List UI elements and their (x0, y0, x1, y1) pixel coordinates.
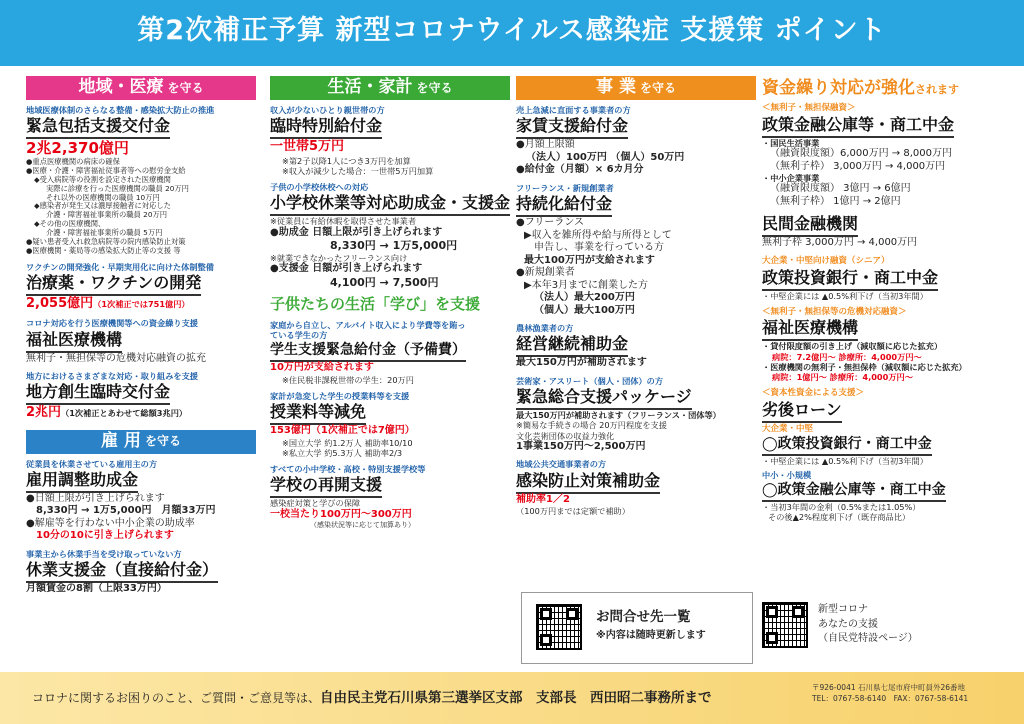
section-subtitle: コロナ対応を行う医療機関等への資金繰り支援 (26, 318, 198, 329)
section-text: （無利子枠） 1億円 → 2億円 (770, 195, 901, 207)
contact-note: ※内容は随時更新します (596, 630, 706, 641)
band-business (516, 76, 756, 100)
green-section-title: 子供たちの生活「学び」を支援 (270, 295, 481, 314)
title-suffix: されます (915, 83, 959, 96)
section-title: 休業支援金（直接給付金） (26, 560, 218, 583)
section-text: ・貸付限度額の引き上げ（減収額に応じた拡充） (762, 341, 943, 352)
section-title: ◯政策投資銀行・商工中金 (762, 436, 932, 457)
section-title: 政策投資銀行・商工中金 (762, 268, 938, 291)
section-text: 補助率1／2 (516, 493, 570, 505)
address-line: 〒926-0041 石川県七尾市府中町員外26番地 (812, 683, 966, 692)
section-text: ・当初3年間の金利（0.5%または1.05%） (762, 502, 921, 513)
footer-message (32, 690, 712, 707)
band-label: 生活・家計 (327, 77, 413, 98)
band-suffix: を守る (639, 80, 676, 95)
section-text: ※国立大学 約1.2万人 補助率10/10 (282, 437, 413, 448)
section-text: ●支援金 日額が引き上げられます (270, 263, 423, 274)
section-title: 経営継続補助金 (516, 334, 628, 357)
section-text: 最大100万円が支給されます (524, 254, 655, 266)
section-text: ●解雇等を行わない中小企業の助成率 (26, 517, 195, 529)
section-text: 無利子枠 3,000万円 → 4,000万円 (762, 237, 918, 249)
band-employment (26, 430, 256, 454)
section-text: ※収入が減少した場合：一世帯5万円加算 (282, 165, 434, 176)
financing-title (762, 78, 1008, 99)
section-title: 政策金融公庫等・商工中金 (762, 115, 954, 138)
qr-caption (818, 603, 918, 647)
qr-code[interactable] (536, 604, 582, 650)
section-amount: 10万円が支給されます (270, 362, 374, 373)
section-text: 1事業150万円〜2,500万円 (516, 440, 646, 452)
section-subtitle: 売上急減に直面する事業者の方 (516, 105, 631, 115)
section-text: 8,330円 → 1万5,000円 月額33万円 (36, 505, 216, 517)
section-subtitle: すべての小中学校・高校・特別支援学校等 (270, 464, 426, 474)
section-subtitle: ワクチンの開発強化・早期実用化に向けた体制整備 (26, 261, 214, 272)
footer-lead: コロナに関するお困りのこと、ご質問・ご意見等は、 (32, 691, 321, 705)
section-amount: 2,055億円 (26, 296, 94, 312)
section-text: ●新規創業者 (516, 267, 575, 278)
header-banner (0, 0, 1024, 66)
section-title: 学生支援緊急給付金（予備費） (270, 342, 466, 363)
contact-box (521, 592, 753, 664)
section-text: ※簡易な手続きの場合 20万円程度を支援 (516, 420, 667, 431)
list-item: ●医療・介護・障害福祉従事者等への慰労金支給 (26, 165, 186, 175)
section-amount: 2兆2,370億円 (26, 139, 129, 158)
band-suffix: を守る (416, 80, 453, 95)
section-subtitle: 芸術家・アスリート（個人・団体）の方 (516, 375, 664, 386)
column-business (516, 76, 756, 666)
section-title: 雇用調整助成金 (26, 470, 138, 493)
section-text: 10分の10に引き上げられます (36, 530, 174, 542)
section-text: 無利子・無担保等の危機対応融資の拡充 (26, 352, 206, 364)
phone-line: TEL：0767-58-6140 FAX：0767-58-6141 (812, 694, 969, 704)
section-title: ◯政策金融公庫等・商工中金 (762, 482, 946, 503)
section-text: ・中堅企業には ▲0.5%利下げ（当初3年間） (762, 456, 928, 467)
qr-code-ldp[interactable] (762, 602, 808, 648)
list-item: ●重点医療機関の病床の確保 (26, 157, 120, 166)
page-title: 第2次補正予算 新型コロナウイルス感染症 支援策 ポイント (137, 15, 887, 46)
section-title: 緊急総合支援パッケージ (516, 387, 692, 410)
section-text: その後▲2%程度利下げ（既存商品比） (768, 512, 911, 523)
section-text: （融資限度額） 3億円 → 6億円 (770, 183, 911, 195)
section-subtitle: ＜無利子・無担保等の危機対応融資＞ (762, 306, 907, 317)
section-amount: 一世帯5万円 (270, 139, 345, 155)
band-label: 地域・医療 (78, 77, 164, 98)
section-subtitle: 家庭から自立し、アルバイト収入により学費等を賄っている学生の方 (270, 320, 466, 341)
qr-caption-line: 新型コロナ (818, 604, 868, 615)
section-title: 治療薬・ワクチンの開発 (26, 273, 201, 296)
list-item: 介護・障害福祉事業所の職員 5万円 (46, 228, 163, 238)
section-text: ・医療機関の無利子・無担保枠（減収額に応じた拡充） (762, 361, 967, 372)
section-text: （法人）最大200万円 (534, 292, 635, 303)
section-title: 小学校休業等対応助成金・支援金 (270, 193, 510, 216)
section-title: 授業料等減免 (270, 402, 366, 425)
band-label: 事 業 (596, 77, 636, 98)
section-text: （無利子枠） 3,000万円 → 4,000万円 (770, 160, 946, 172)
section-subtitle: 大企業・中堅 (762, 424, 814, 434)
section-title: 緊急包括支援交付金 (26, 116, 170, 139)
section-text: ・中堅企業には ▲0.5%利下げ（当初3年間） (762, 290, 928, 301)
section-text: （融資限度額）6,000万円 → 8,000万円 (770, 148, 952, 160)
section-text: ※就業できなかったフリーランス向け (270, 252, 408, 263)
section-title: 感染防止対策補助金 (516, 471, 660, 494)
section-text: 病院：1億円〜 診療所：4,000万円〜 (772, 372, 913, 383)
section-title: 持続化給付金 (516, 194, 612, 217)
column-regional-medical (26, 76, 256, 666)
footer-office: 自由民主党石川県第三選挙区支部 支部長 西田昭二事務所まで (320, 690, 712, 706)
section-text: （法人）100万円 （個人）50万円 (526, 151, 685, 163)
column-financing (762, 76, 1008, 666)
section-subtitle: 大企業・中堅向け融資（シニア） (762, 255, 890, 266)
section-amount: 一校当たり100万円〜300万円 (270, 508, 412, 520)
footer-address (812, 682, 968, 705)
list-item: ●疑い患者受入れ救急病院等の院内感染防止対策 (26, 237, 186, 247)
section-title: 劣後ローン (762, 400, 842, 423)
qr-caption-line: （自民党特設ページ） (818, 633, 918, 644)
list-item: ◆その他の医療機関、 (34, 219, 106, 229)
band-suffix: を守る (167, 80, 204, 95)
section-subtitle: 中小・小規模 (762, 470, 812, 481)
section-text: 病院：7.2億円〜 診療所：4,000万円〜 (772, 351, 922, 362)
section-text: 感染症対策と学びの保障 (270, 498, 361, 509)
section-text: 4,100円 → 7,500円 (330, 275, 439, 289)
section-text: 文化芸術団体の収益力強化 (516, 430, 615, 441)
section-text: 月額賃金の8割（上限33万円） (26, 583, 167, 595)
section-subtitle: 農林漁業者の方 (516, 323, 574, 333)
section-text: （感染状況等に応じて加算あり） (310, 521, 415, 529)
section-subtitle: ＜資本性資金による支援＞ (762, 388, 865, 399)
band-suffix: を守る (144, 434, 181, 449)
section-title: 学校の再開支援 (270, 475, 382, 498)
footer-banner (0, 672, 1024, 724)
section-title: 家賃支援給付金 (516, 116, 628, 139)
section-subtitle: ＜無利子・無担保融資＞ (762, 103, 856, 114)
section-text: ・国民生活事業 (762, 137, 820, 148)
section-subtitle: 事業主から休業手当を受け取っていない方 (26, 548, 182, 559)
list-item: 実際に診療を行った医療機関の職員 20万円 (46, 183, 189, 193)
band-regional-medical (26, 76, 256, 100)
section-title: 臨時特別給付金 (270, 116, 382, 139)
section-text: ●日額上限が引き上げられます (26, 492, 165, 504)
section-subtitle: 従業員を休業させている雇用主の方 (26, 458, 158, 469)
section-subtitle: 子供の小学校休校への対応 (270, 182, 369, 192)
band-life-household (270, 76, 510, 100)
section-text: 最大150万円が補助されます (516, 357, 647, 369)
section-text: ※第2子以降1人につき3万円を加算 (282, 155, 411, 166)
section-amount: 153億円（1次補正では7億円） (270, 425, 415, 436)
band-label: 雇 用 (101, 430, 141, 451)
section-text: ※私立大学 約5.3万人 補助率2/3 (282, 447, 403, 458)
column-life-household (270, 76, 510, 666)
section-subtitle: フリーランス・新規創業者 (516, 182, 614, 193)
section-text: ●給付金（月額）× 6カ月分 (516, 164, 644, 176)
list-item: ●医療機関・薬局等の感染拡大防止等の支援 等 (26, 245, 181, 255)
section-text: ・中小企業事業 (762, 173, 820, 184)
section-text: ※従業員に有給休暇を取得させた事業者 (270, 216, 417, 227)
section-text: 最大150万円が補助されます（フリーランス・団体等） (516, 410, 721, 420)
section-text: 申告し、事業を行っている方 (534, 242, 664, 253)
section-subtitle: 収入が少ないひとり親世帯の方 (270, 105, 385, 115)
section-text: （個人）最大100万円 (534, 304, 635, 316)
section-text: ●助成金 日額上限が引き上げられます (270, 226, 443, 238)
section-subtitle: 家計が急変した学生の授業料等を支援 (270, 390, 410, 401)
item-list (26, 158, 256, 256)
section-text: 8,330円 → 1万5,000円 (330, 239, 458, 252)
section-text: （100万円までは定額で補助） (516, 506, 630, 516)
amount-note: （1次補正とあわせて総額3兆円） (61, 408, 188, 419)
section-text: ▶収入を雑所得や給与所得として (524, 229, 672, 241)
qr-caption-line: あなたの支援 (818, 618, 878, 630)
section-subtitle: 地方におけるさまざまな対応・取り組みを支援 (26, 371, 198, 382)
list-item: ◆受入病院等の役割を設定された医療機関 (34, 174, 171, 184)
section-text: ●月額上限額 (516, 139, 575, 151)
section-text: ▶本年3月までに創業した方 (524, 279, 649, 291)
section-subtitle: 地域公共交通事業者の方 (516, 459, 607, 470)
list-item: ◆感染者が発生又は濃厚接触者に対応した (34, 201, 171, 211)
section-text: ●フリーランス (516, 217, 585, 228)
section-title: 福祉医療機構 (762, 318, 858, 341)
contact-title: お問合せ先一覧 (596, 609, 691, 625)
list-item: 介護・障害福祉事業所の職員 20万円 (46, 210, 168, 220)
list-item: それ以外の医療機関の職員 10万円 (46, 192, 160, 202)
title-main: 資金繰り対応が強化 (762, 78, 915, 98)
section-subtitle: 地域医療体制のさらなる整備・感染拡大防止の推進 (26, 105, 215, 115)
section-title: 福祉医療機構 (26, 330, 122, 353)
amount-note: （1次補正では751億円） (93, 299, 190, 310)
section-title: 民間金融機関 (762, 214, 858, 237)
section-amount: 2兆円 (26, 405, 62, 421)
section-text: ※住民税非課税世帯の学生：20万円 (282, 374, 414, 385)
section-title: 地方創生臨時交付金 (26, 382, 170, 405)
